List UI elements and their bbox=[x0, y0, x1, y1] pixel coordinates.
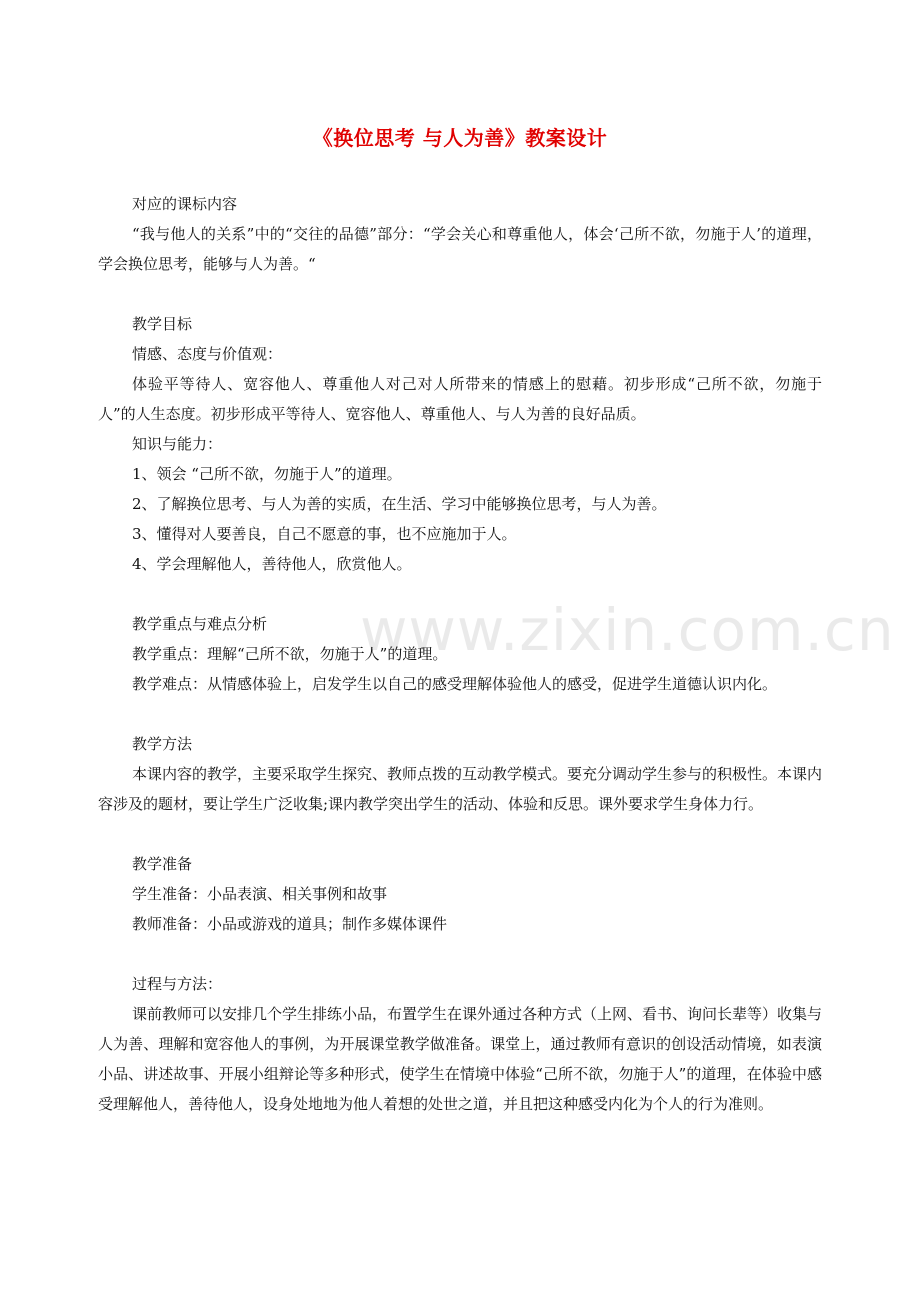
section-curriculum bbox=[98, 189, 822, 279]
sub-heading: 知识与能力： bbox=[132, 435, 223, 453]
paragraph: 教学难点：从情感体验上，启发学生以自己的感受理解体验他人的感受，促进学生道德认识内化。 bbox=[132, 675, 778, 693]
section-key-points bbox=[98, 609, 822, 699]
paragraph: 教师准备：小品或游戏的道具；制作多媒体课件 bbox=[132, 915, 448, 933]
paragraph: 本课内容的教学，主要采取学生探究、教师点拨的互动教学模式。要充分调动学生参与的积极性。本课内容涉及的题材，要让学生广泛收集;课内教学突出学生的活动、体验和反思。课外要求学生身体力行。 bbox=[98, 765, 823, 813]
section-heading: 教学重点与难点分析 bbox=[132, 615, 268, 633]
list-item: 3、懂得对人要善良，自己不愿意的事，也不应施加于人。 bbox=[132, 525, 517, 543]
watermark: www.zixin.com.cn bbox=[360, 596, 895, 664]
section-preparation bbox=[98, 849, 822, 939]
paragraph: 学生准备：小品表演、相关事例和故事 bbox=[132, 885, 388, 903]
document-body bbox=[98, 189, 822, 1119]
paragraph: 教学重点：理解“己所不欲，勿施于人”的道理。 bbox=[132, 645, 448, 663]
section-heading: 教学准备 bbox=[132, 855, 193, 873]
section-heading: 过程与方法： bbox=[132, 975, 223, 993]
section-teaching-method bbox=[98, 729, 822, 819]
list-item: 4、学会理解他人，善待他人，欣赏他人。 bbox=[132, 555, 412, 573]
list-item: 1、领会 “己所不欲，勿施于人”的道理。 bbox=[132, 465, 402, 483]
section-process-method bbox=[98, 969, 822, 1119]
section-teaching-goals bbox=[98, 309, 822, 579]
paragraph: “我与他人的关系”中的“交往的品德”部分：“学会关心和尊重他人，体会‘己所不欲，勿施于人’的道理，学会换位思考，能够与人为善。“ bbox=[98, 225, 822, 273]
section-heading: 教学目标 bbox=[132, 315, 193, 333]
document-title: 《换位思考 与人为善》教案设计 bbox=[312, 126, 608, 150]
paragraph: 体验平等待人、宽容他人、尊重他人对己对人所带来的情感上的慰藉。初步形成“己所不欲，勿施于人”的人生态度。初步形成平等待人、宽容他人、尊重他人、与人为善的良好品质。 bbox=[98, 375, 822, 423]
sub-heading: 情感、态度与价值观： bbox=[132, 345, 283, 363]
section-heading: 教学方法 bbox=[132, 735, 193, 753]
paragraph: 课前教师可以安排几个学生排练小品，布置学生在课外通过各种方式（上网、看书、询问长辈等）收集与人为善、理解和宽容他人的事例，为开展课堂教学做准备。课堂上，通过教师有意识的创设活动情境，如表演小品、讲述故事、开展小组辩论等多种形式，使学生在情境中体验“己所不欲，勿施于人”的道理，在体验中感受理解他人，善待他人，设身处地地为他人着想的处世之道，并且把这种感受内化为个人的行为准则。 bbox=[98, 1005, 823, 1113]
list-item: 2、了解换位思考、与人为善的实质，在生活、学习中能够换位思考，与人为善。 bbox=[132, 495, 667, 513]
section-heading: 对应的课标内容 bbox=[132, 195, 238, 213]
